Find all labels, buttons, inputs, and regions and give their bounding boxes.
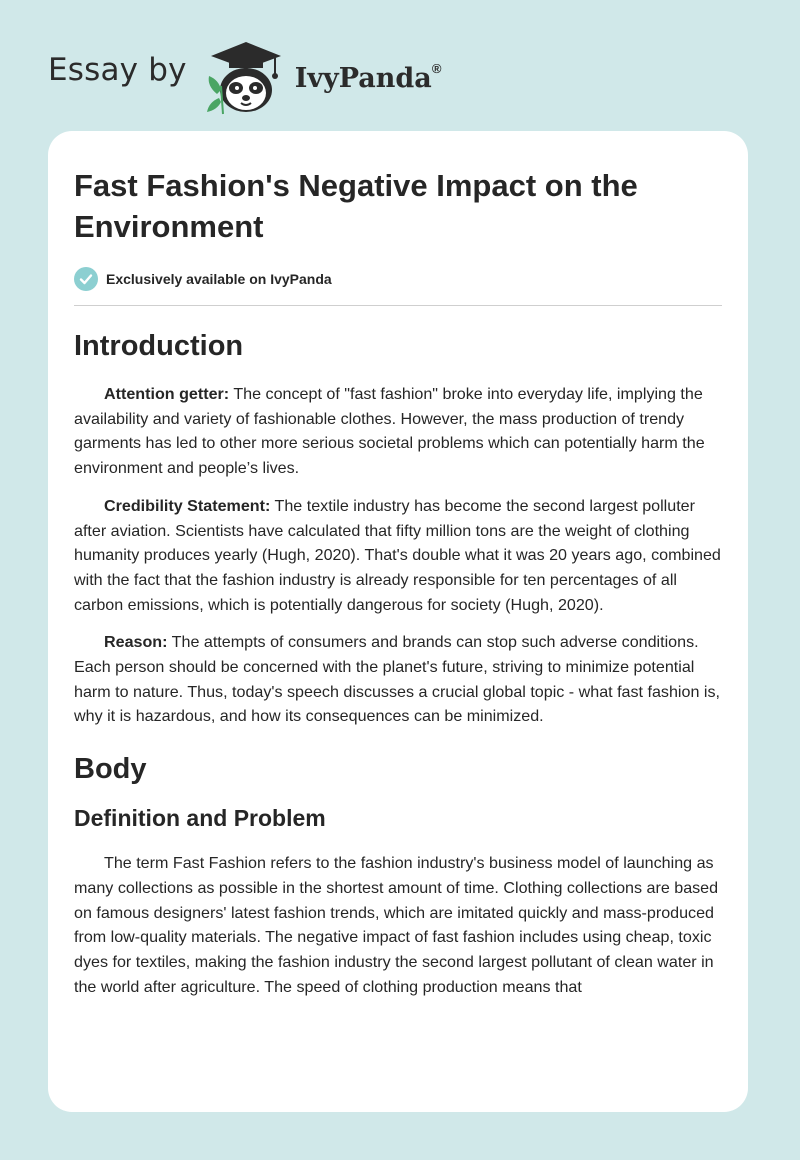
reason-paragraph xyxy=(74,630,722,729)
check-circle-icon xyxy=(74,267,98,291)
attention-getter-paragraph xyxy=(74,382,722,481)
site-header xyxy=(48,36,508,116)
exclusive-badge-text: Exclusively available on IvyPanda xyxy=(106,271,332,287)
credibility-paragraph xyxy=(74,494,722,618)
paragraph-text: The concept of "fast fashion" broke into everyday life, implying the availability and variety of fashionable clothes. However, the mass production of trendy garments has led to other more serious societal problems which can potentially harm the environment and people’s lives. xyxy=(74,385,705,478)
exclusive-badge xyxy=(74,267,722,306)
essay-card xyxy=(48,131,748,1112)
paragraph-lead: Reason: xyxy=(104,633,168,652)
paragraph-lead: Credibility Statement: xyxy=(104,496,271,515)
definition-subheading: Definition and Problem xyxy=(74,805,326,832)
paragraph-text: The attempts of consumers and brands can stop such adverse conditions. Each person should be concerned with the planet's future, striving to minimize potential harm to nature. Thus, today's speech discusses a crucial global topic - what fast fashion is, why it is hazardous, and how its consequences can be minimized. xyxy=(74,633,720,726)
definition-paragraph: The term Fast Fashion refers to the fashion industry's business model of launching as many collections as possible in the shortest amount of time. Clothing collections are based on famous designers' latest fashion trends, which are imitated quickly and mass-produced from low-quality materials. The negative impact of fast fashion includes using cheap, toxic dyes for textiles, making the fashion industry the second largest pollutant of clean water in the world after agriculture. The speed of clothing production means that xyxy=(74,854,719,996)
body-heading: Body xyxy=(74,753,147,786)
brand-name[interactable] xyxy=(294,60,442,94)
paragraph-lead: Attention getter: xyxy=(104,385,230,403)
essay-title: Fast Fashion's Negative Impact on the Environment xyxy=(74,168,638,244)
registered-mark: ® xyxy=(431,60,442,76)
brand-text: IvyPanda xyxy=(294,62,432,94)
introduction-heading: Introduction xyxy=(74,330,244,362)
paragraph-text: The textile industry has become the second largest polluter after aviation. Scientists have calculated that fifty million tons are the weight of clothing humanity produces yearly (Hugh, 2020). That's double what it was 20 years ago, combined with the fact that the fashion industry is already responsible for ten percentages of all carbon emissions, which is potentially dangerous for society (Hugh, 2020). xyxy=(74,496,721,614)
panda-graduate-logo-icon xyxy=(201,36,291,116)
essay-by-label: Essay by xyxy=(48,52,187,88)
